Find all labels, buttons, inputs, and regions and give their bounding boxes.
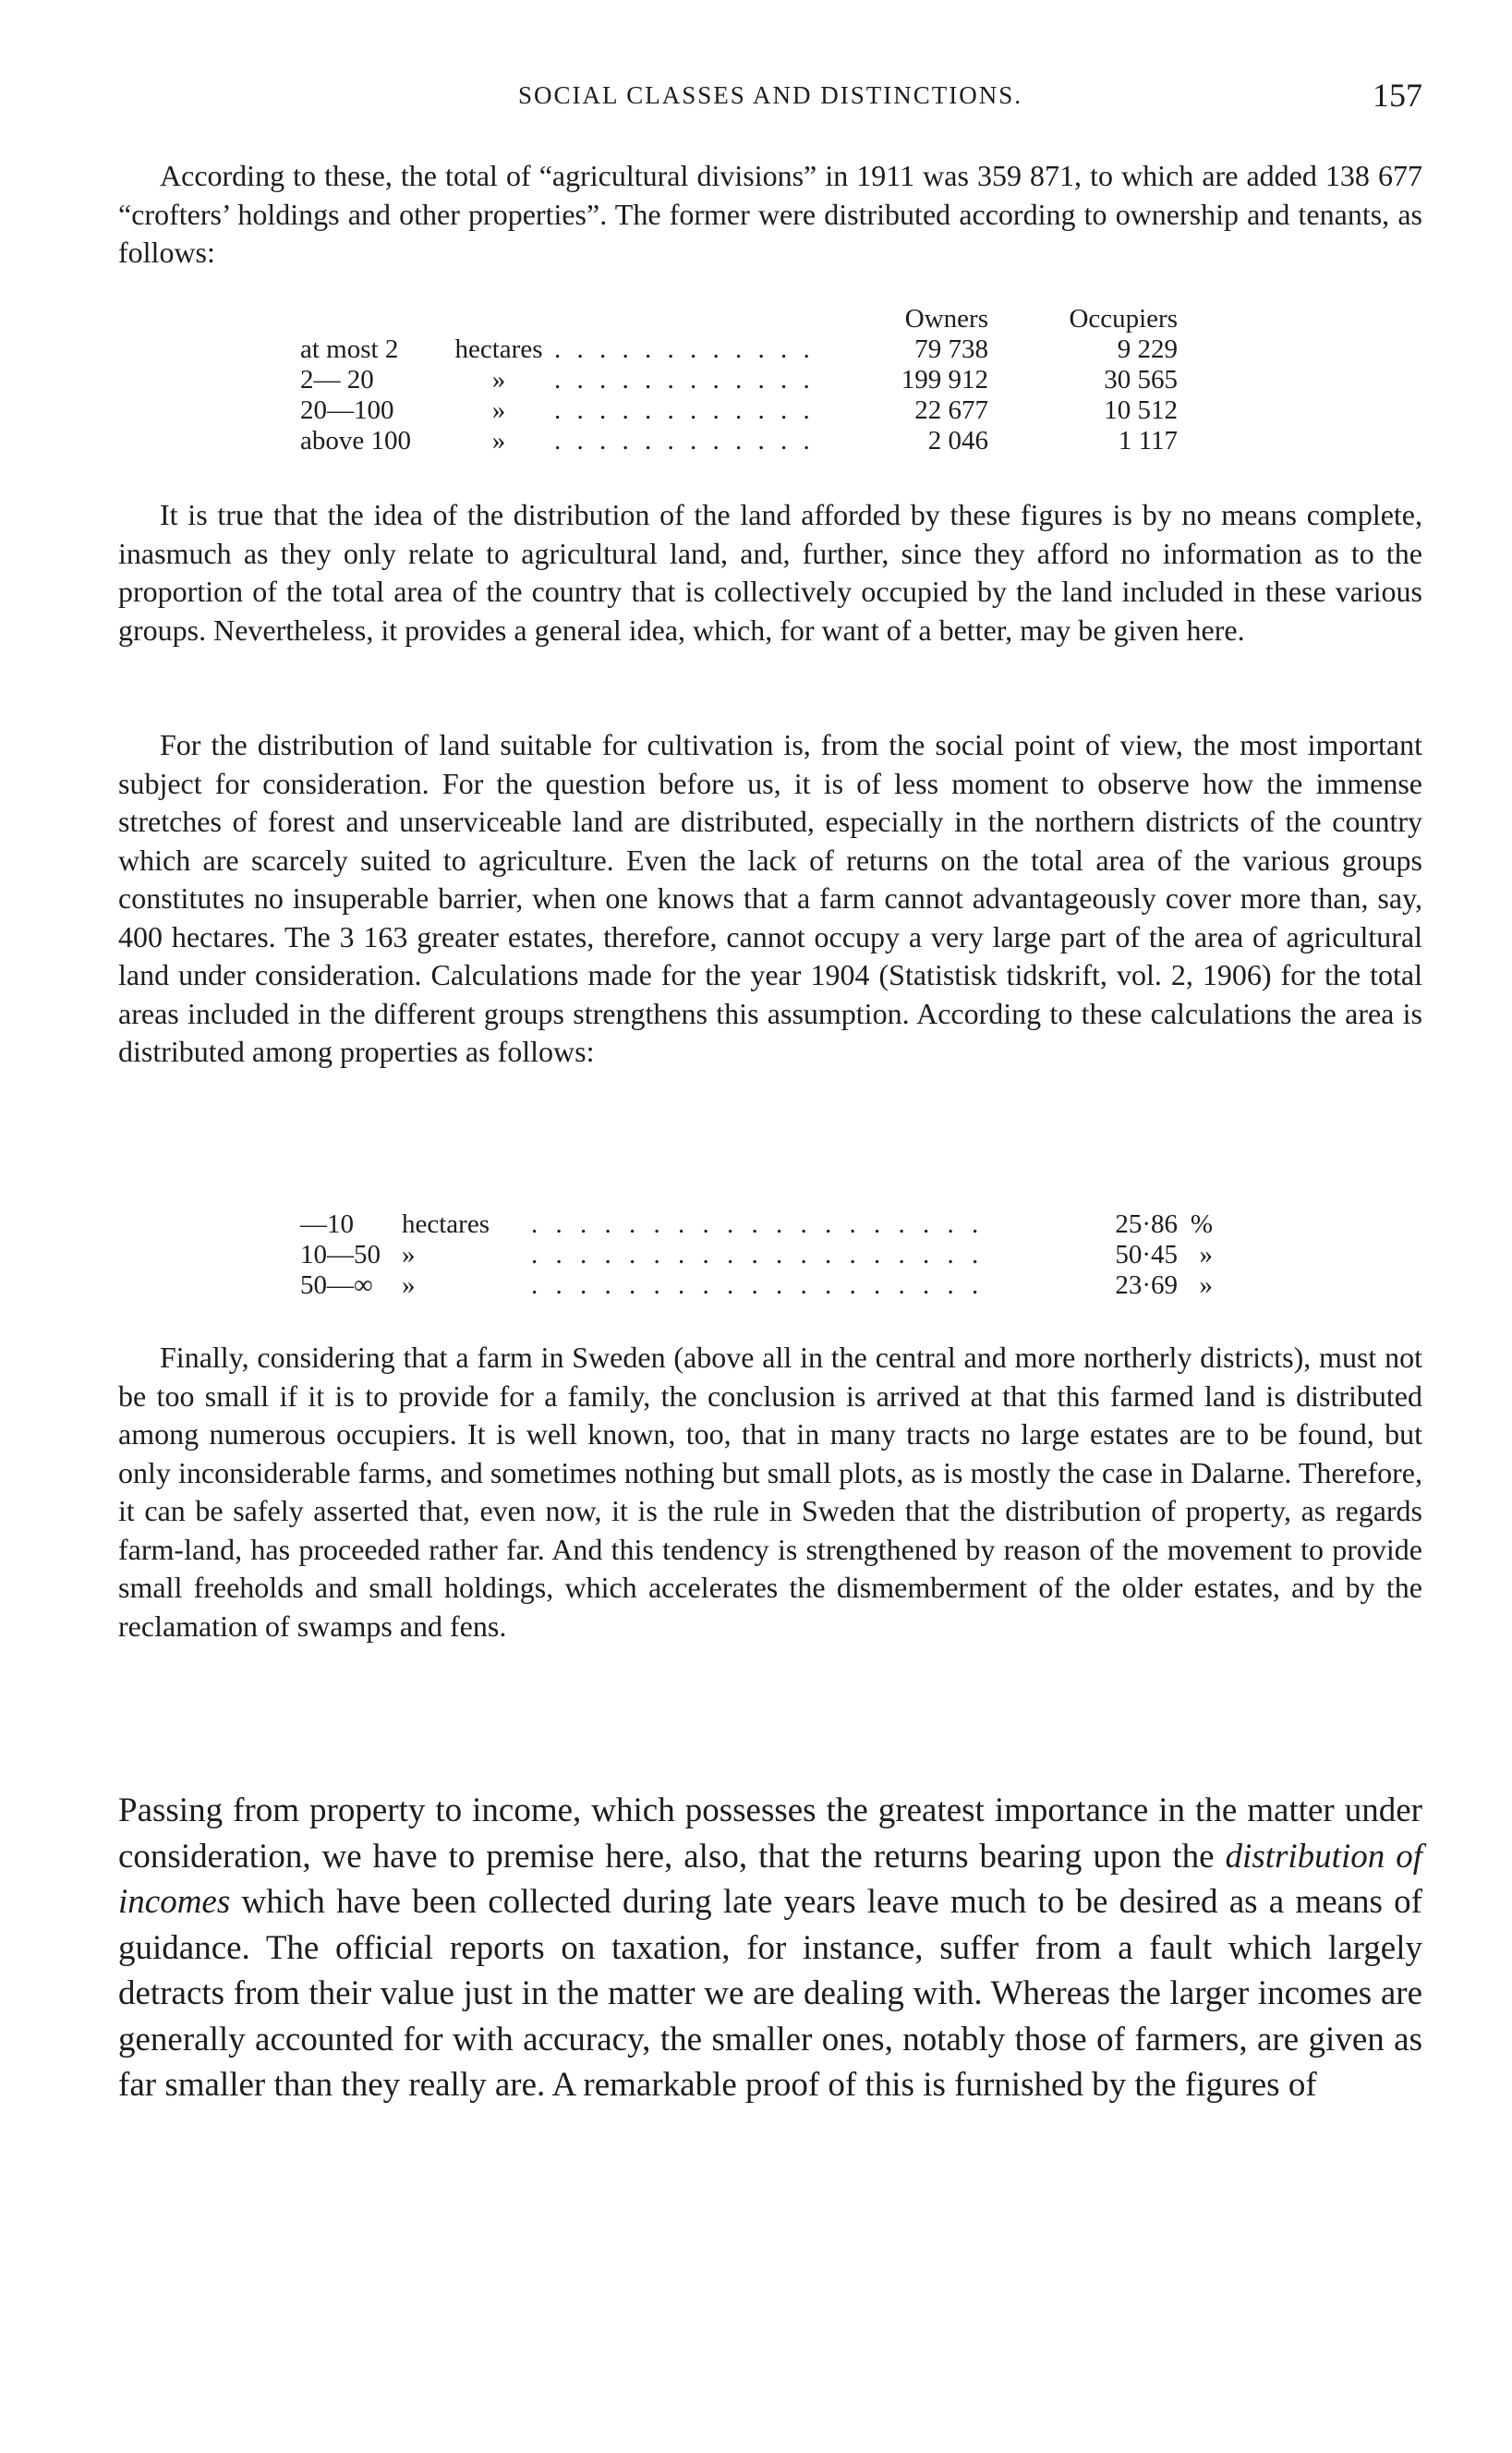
area-percent-cell: 23·69 — [1115, 1270, 1178, 1300]
table-row — [300, 334, 1178, 365]
row-label: at most 2 — [300, 334, 399, 364]
occupiers-cell: 10 512 — [1104, 395, 1178, 425]
table-header-row — [300, 304, 1178, 334]
area-percent-cell: 25·86 — [1115, 1209, 1178, 1239]
paragraph-4: Finally, considering that a farm in Sweden (above all in the central and more northerly districts), must not be too small if it is to provide for a family, the conclusion is arrived at that this farmed land is distributed among numerous occupiers. It is well known, too, that in many tracts no large estates are to be found, but only inconsiderable farms, and sometimes nothing but small plots, as is mostly the case in Dalarne. Therefore, it can be safely asserted that, even now, it is the rule in Sweden that the distribution of property, as regards farm-land, has proceeded rather far. And this tendency is strengthened by reason of the movement to provide small freeholds and small holdings, which accelerates the dismemberment of the older estates, and by the reclamation of swamps and fens. — [118, 1341, 1422, 1643]
running-title: SOCIAL CLASSES AND DISTINCTIONS. — [517, 81, 1023, 109]
row-label: 50—∞ — [300, 1270, 373, 1300]
table-row — [300, 426, 1178, 456]
leader-dots: . . . . . . . . . . . . — [554, 395, 815, 425]
page-number: 157 — [1373, 77, 1422, 114]
row-unit: » — [402, 1240, 416, 1269]
row-unit: » — [491, 426, 506, 455]
italic-phrase: distribution of incomes — [118, 1837, 1423, 1921]
row-unit: hectares — [402, 1209, 490, 1239]
row-unit: » — [491, 395, 506, 425]
table-row — [300, 365, 1178, 395]
leader-dots: . . . . . . . . . . . . . . . . . . . — [531, 1240, 985, 1269]
ditto-mark: » — [1199, 1270, 1213, 1300]
table-row — [300, 1209, 1213, 1240]
row-unit: » — [402, 1270, 416, 1300]
paragraph-5 — [118, 1788, 1422, 2108]
row-label: above 100 — [300, 426, 411, 455]
row-label: —10 — [300, 1209, 354, 1239]
leader-dots: . . . . . . . . . . . . . . . . . . . — [531, 1270, 985, 1300]
page-header — [118, 77, 1422, 128]
area-distribution-table — [300, 1209, 1213, 1301]
leader-dots: . . . . . . . . . . . . — [554, 426, 815, 455]
row-unit: hectares — [454, 334, 543, 364]
leader-dots: . . . . . . . . . . . . — [554, 365, 815, 395]
owners-cell: 22 677 — [914, 395, 988, 425]
holdings-table — [300, 304, 1178, 456]
occupiers-cell: 9 229 — [1117, 334, 1178, 364]
percent-sign: % — [1190, 1209, 1213, 1239]
row-label: 10—50 — [300, 1240, 381, 1269]
occupiers-cell: 1 117 — [1118, 426, 1178, 455]
owners-cell: 79 738 — [914, 334, 988, 364]
ditto-mark: » — [1199, 1240, 1213, 1269]
leader-dots: . . . . . . . . . . . . . . . . . . . — [531, 1209, 985, 1239]
row-label: 20—100 — [300, 395, 394, 425]
row-label: 2— 20 — [300, 365, 374, 395]
owners-cell: 199 912 — [901, 365, 988, 395]
paragraph-5-text-start: Passing from property to income, which possesses the greatest importance in the matter under consideration, we have to premise here, also, that the returns bearing upon the — [118, 1791, 1422, 1876]
row-unit: » — [491, 365, 506, 395]
area-percent-cell: 50·45 — [1115, 1240, 1178, 1269]
paragraph-1: According to these, the total of “agricultural divisions” in 1911 was 359 871, to which are added 138 677 “crofters’ holdings and other properties”. The former were distributed according to ownership and tenants, as follows: — [118, 159, 1422, 269]
column-header-occupiers: Occupiers — [1069, 304, 1178, 334]
owners-cell: 2 046 — [927, 426, 988, 455]
paragraph-2: It is true that the idea of the distribution of the land afforded by these figures is by no means complete, inasmuch as they only relate to agricultural land, and, further, since they afford no information as to the proportion of the total area of the country that is collectively occupied by the land included in these various groups. Nevertheless, it provides a general idea, which, for want of a better, may be given here. — [118, 498, 1422, 647]
table-row — [300, 1240, 1213, 1270]
paragraph-3: For the distribution of land suitable for cultivation is, from the social point of view, the most important subject for consideration. For the question before us, it is of less moment to observe how the immense stretches of forest and unserviceable land are distributed, especially in the northern districts of the country which are scarcely suited to agriculture. Even the lack of returns on the total area of the various groups constitutes no insuperable barrier, when one knows that a farm cannot advantageously cover more than, say, 400 hectares. The 3 163 greater estates, therefore, cannot occupy a very large part of the area of agricultural land under consideration. Calculations made for the year 1904 (Statistisk tidskrift, vol. 2, 1906) for the total areas included in the different groups strengthens this assumption. According to these calculations the area is distributed among properties as follows: — [118, 728, 1422, 1068]
table-row — [300, 1270, 1213, 1301]
column-header-owners: Owners — [904, 304, 988, 334]
paragraph-5-text-end: which have been collected during late years leave much to be desired as a means of guidance. The official reports on taxation, for instance, suffer from a fault which largely detracts from their value just in the matter we are dealing with. Whereas the larger incomes are generally accounted for with accuracy, the smaller ones, notably those of farmers, are given as far smaller than they really are. A remarkable proof of this is furnished by the figures of — [118, 1883, 1422, 2104]
table-row — [300, 395, 1178, 426]
occupiers-cell: 30 565 — [1104, 365, 1178, 395]
leader-dots: . . . . . . . . . . . . — [554, 334, 815, 364]
